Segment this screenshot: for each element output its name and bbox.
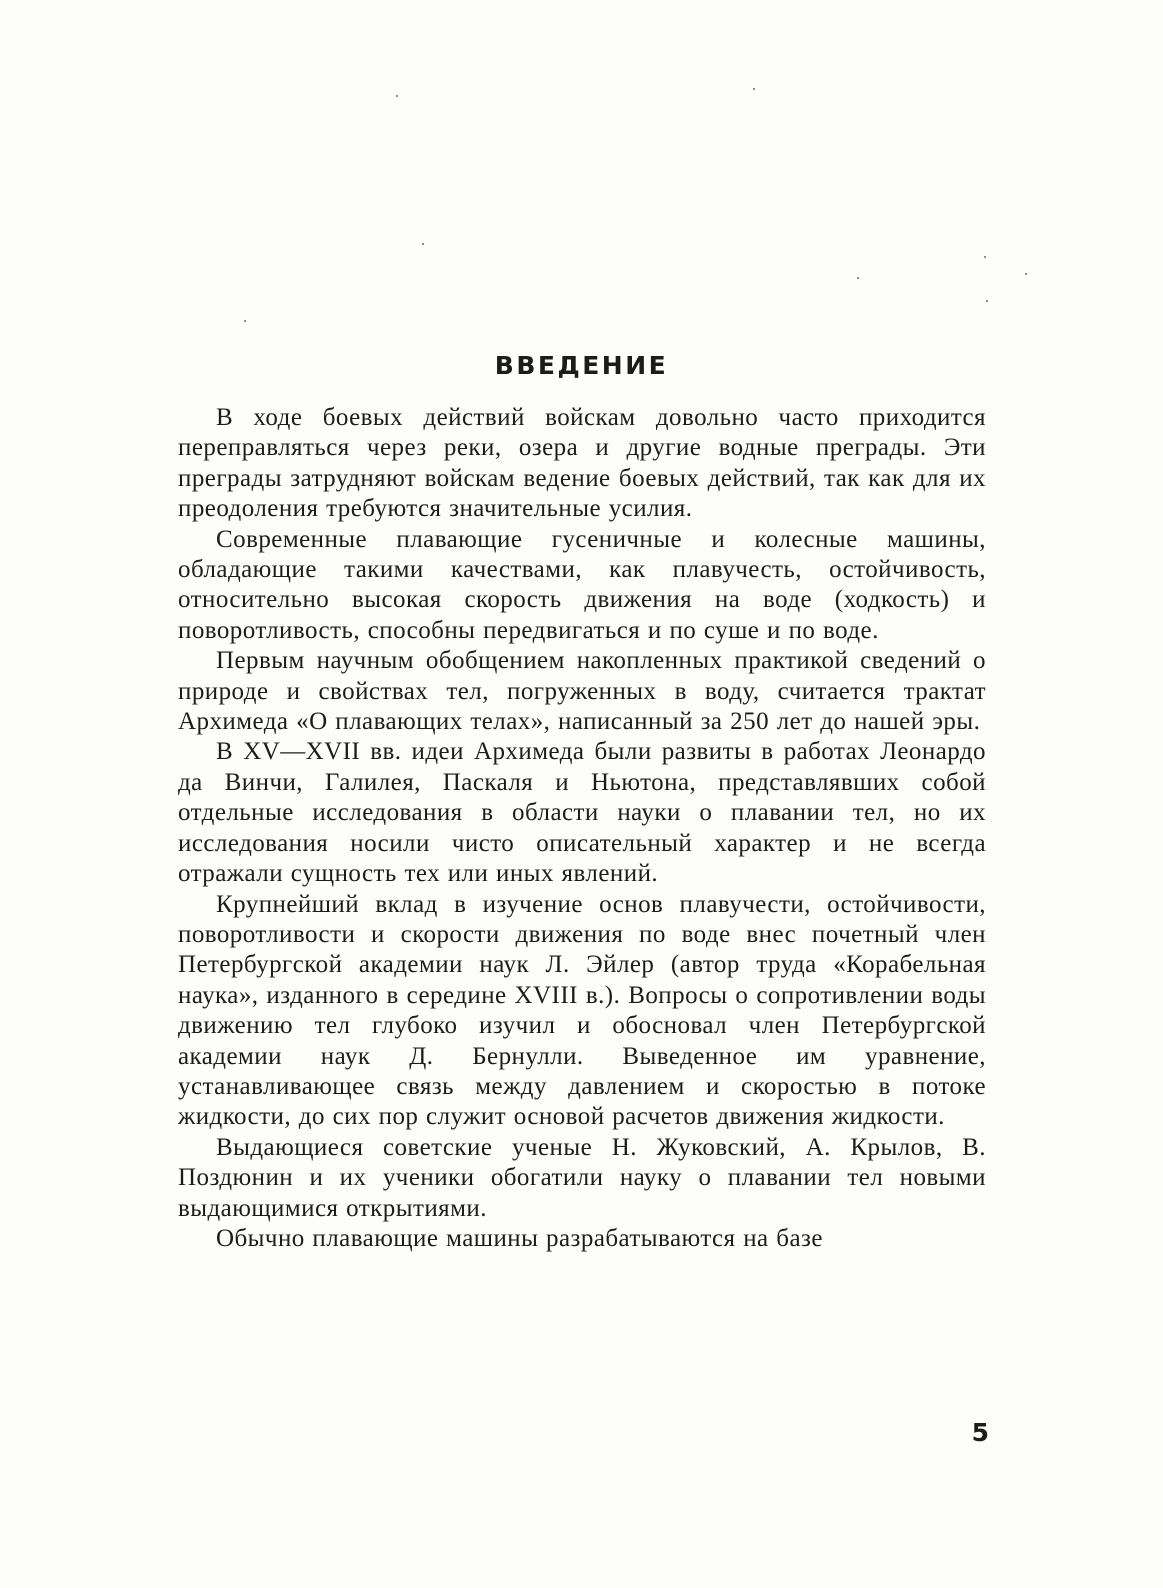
paragraph: В ходе боевых действий войскам довольно часто приходится переправляться через реки, озера и другие водные преграды. Эти преграды затрудняют войскам ведение боевых действий, так как для их преодоления требуются значительные усилия.: [178, 404, 986, 523]
scan-speck: [984, 256, 986, 258]
paragraph: В XV—XVII вв. идеи Архимеда были развиты в работах Леонардо да Винчи, Галилея, Паскаля и Ньютона, представлявших собой отдельные исследования в области науки о плавании тел, но их исследования носили чисто описательный характер и не всегда отражали сущность тех или иных явлений.: [178, 738, 986, 888]
paragraph: Первым научным обобщением накопленных практикой сведений о природе и свойствах тел, погруженных в воду, считается трактат Архимеда «О плавающих телах», написанный за 250 лет до нашей эры.: [178, 647, 986, 736]
body-text: [178, 403, 986, 1254]
scan-speck: [753, 88, 755, 90]
paragraph: Выдающиеся советские ученые Н. Жуковский, А. Крылов, В. Поздюнин и их ученики обогатили науку о плавании тел новыми выдающимися открытиями.: [178, 1133, 986, 1222]
paragraph: Современные плавающие гусеничные и колесные машины, обладающие такими качествами, как плавучесть, остойчивость, относительно высокая скорость движения на воде (ходкость) и поворотливость, способны передвигаться и по суше и по воде.: [178, 525, 986, 644]
scan-speck: [857, 277, 859, 279]
scan-speck: [422, 243, 424, 245]
paragraph: Крупнейший вклад в изучение основ плавучести, остойчивости, поворотливости и скорости движения по воде внес почетный член Петербургской академии наук Л. Эйлер (автор труда «Корабельная наука», изданного в середине XVIII в.). Вопросы о сопротивлении воды движению тел глубоко изучил и обосновал член Петербургской академии наук Д. Бернулли. Выведенное им уравнение, устанавливающее связь между давлением и скоростью в потоке жидкости, до сих пор служит основой расчетов движения жидкости.: [178, 890, 986, 1131]
scan-speck: [244, 320, 246, 322]
scan-speck: [986, 300, 988, 302]
scan-speck: [1025, 273, 1027, 275]
paragraph: Обычно плавающие машины разрабатываются на базе: [216, 1224, 823, 1252]
chapter-heading: ВВЕДЕНИЕ: [494, 350, 669, 380]
scan-speck: [396, 95, 398, 97]
page-number: 5: [971, 1418, 989, 1447]
